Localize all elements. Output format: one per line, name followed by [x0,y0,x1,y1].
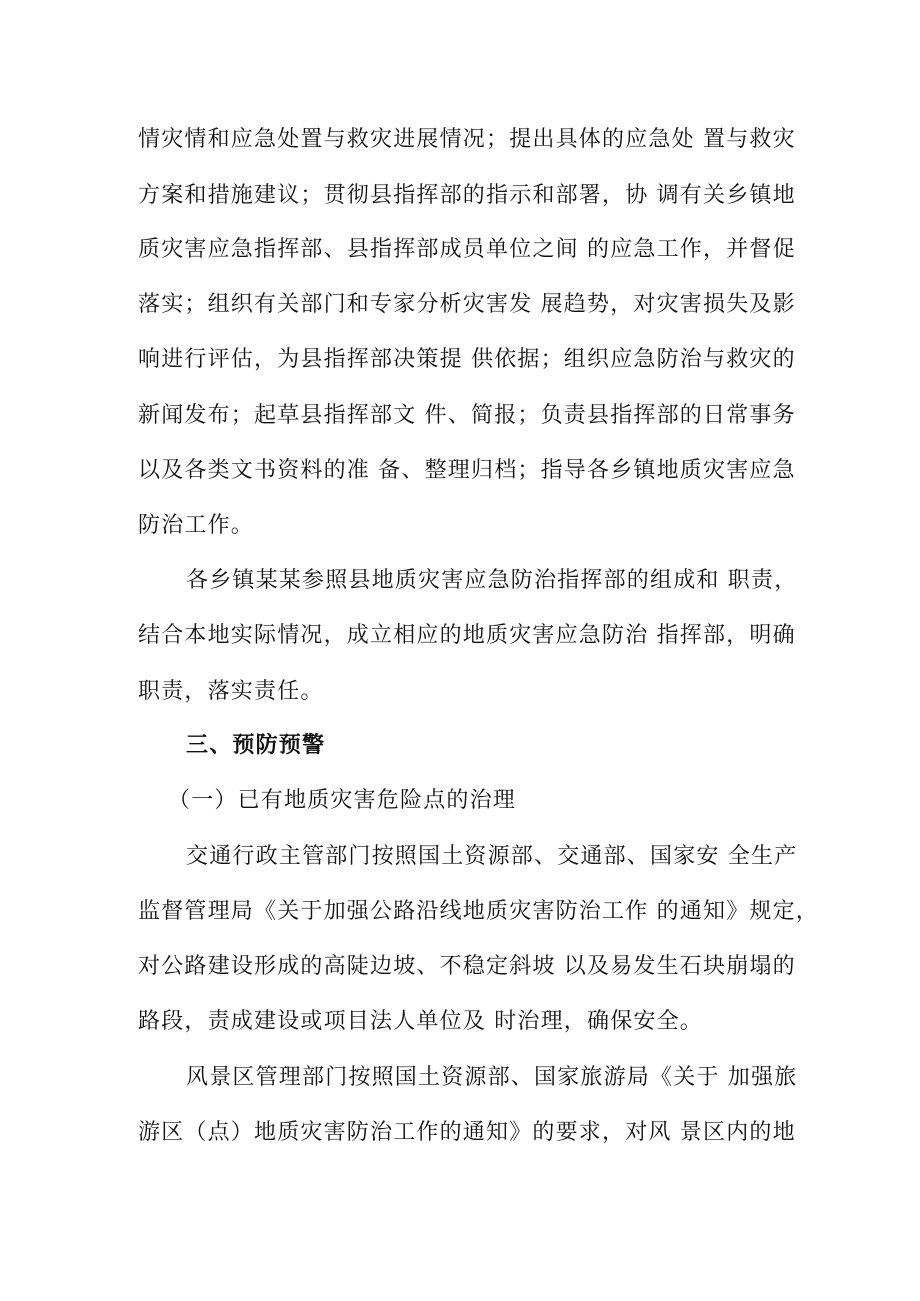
text-line: 路段，责成建设或项目法人单位及 时治理，确保安全。 [138,1009,703,1034]
text-line: 质灾害应急指挥部、县指挥部成员单位之间 的应急工作，并督促 [138,237,796,262]
text-line: 防治工作。 [138,513,255,538]
text-line: 以及各类文书资料的准 备、整理归档；指导各乡镇地质灾害应急 [138,458,796,483]
text-line: 情灾情和应急处置与救灾进展情况；提出具体的应急处 置与救灾 [138,127,796,152]
section-heading: 三、预防预警 [186,733,326,758]
text-line: 落实；组织有关部门和专家分析灾害发 展趋势，对灾害损失及影 [138,292,796,317]
text-line: 对公路建设形成的高陡边坡、不稳定斜坡 以及易发生石块崩塌的 [138,954,796,979]
paragraph-first-line: 各乡镇某某参照县地质灾害应急防治指挥部的组成和 职责， [186,568,798,593]
text-line: 新闻发布；起草县指挥部文 件、简报；负责县指挥部的日常事务 [138,403,796,428]
text-line: 监督管理局《关于加强公路沿线地质灾害防治工作 的通知》规定， [138,899,819,924]
subsection-heading: （一）已有地质灾害危险点的治理 [168,788,517,813]
text-line: 游区（点）地质灾害防治工作的通知》的要求，对风 景区内的地 [138,1120,796,1145]
text-line: 职责，落实责任。 [138,679,324,704]
paragraph-first-line: 交通行政主管部门按照国土资源部、交通部、国家安 全生产 [186,844,798,869]
text-line: 结合本地实际情况，成立相应的地质灾害应急防治 指挥部，明确 [138,623,796,648]
paragraph-first-line: 风景区管理部门按照国土资源部、国家旅游局《关于 加强旅 [186,1065,798,1090]
text-line: 响进行评估，为县指挥部决策提 供依据；组织应急防治与救灾的 [138,347,796,372]
text-line: 方案和措施建议；贯彻县指挥部的指示和部署，协 调有关乡镇地 [138,183,796,208]
